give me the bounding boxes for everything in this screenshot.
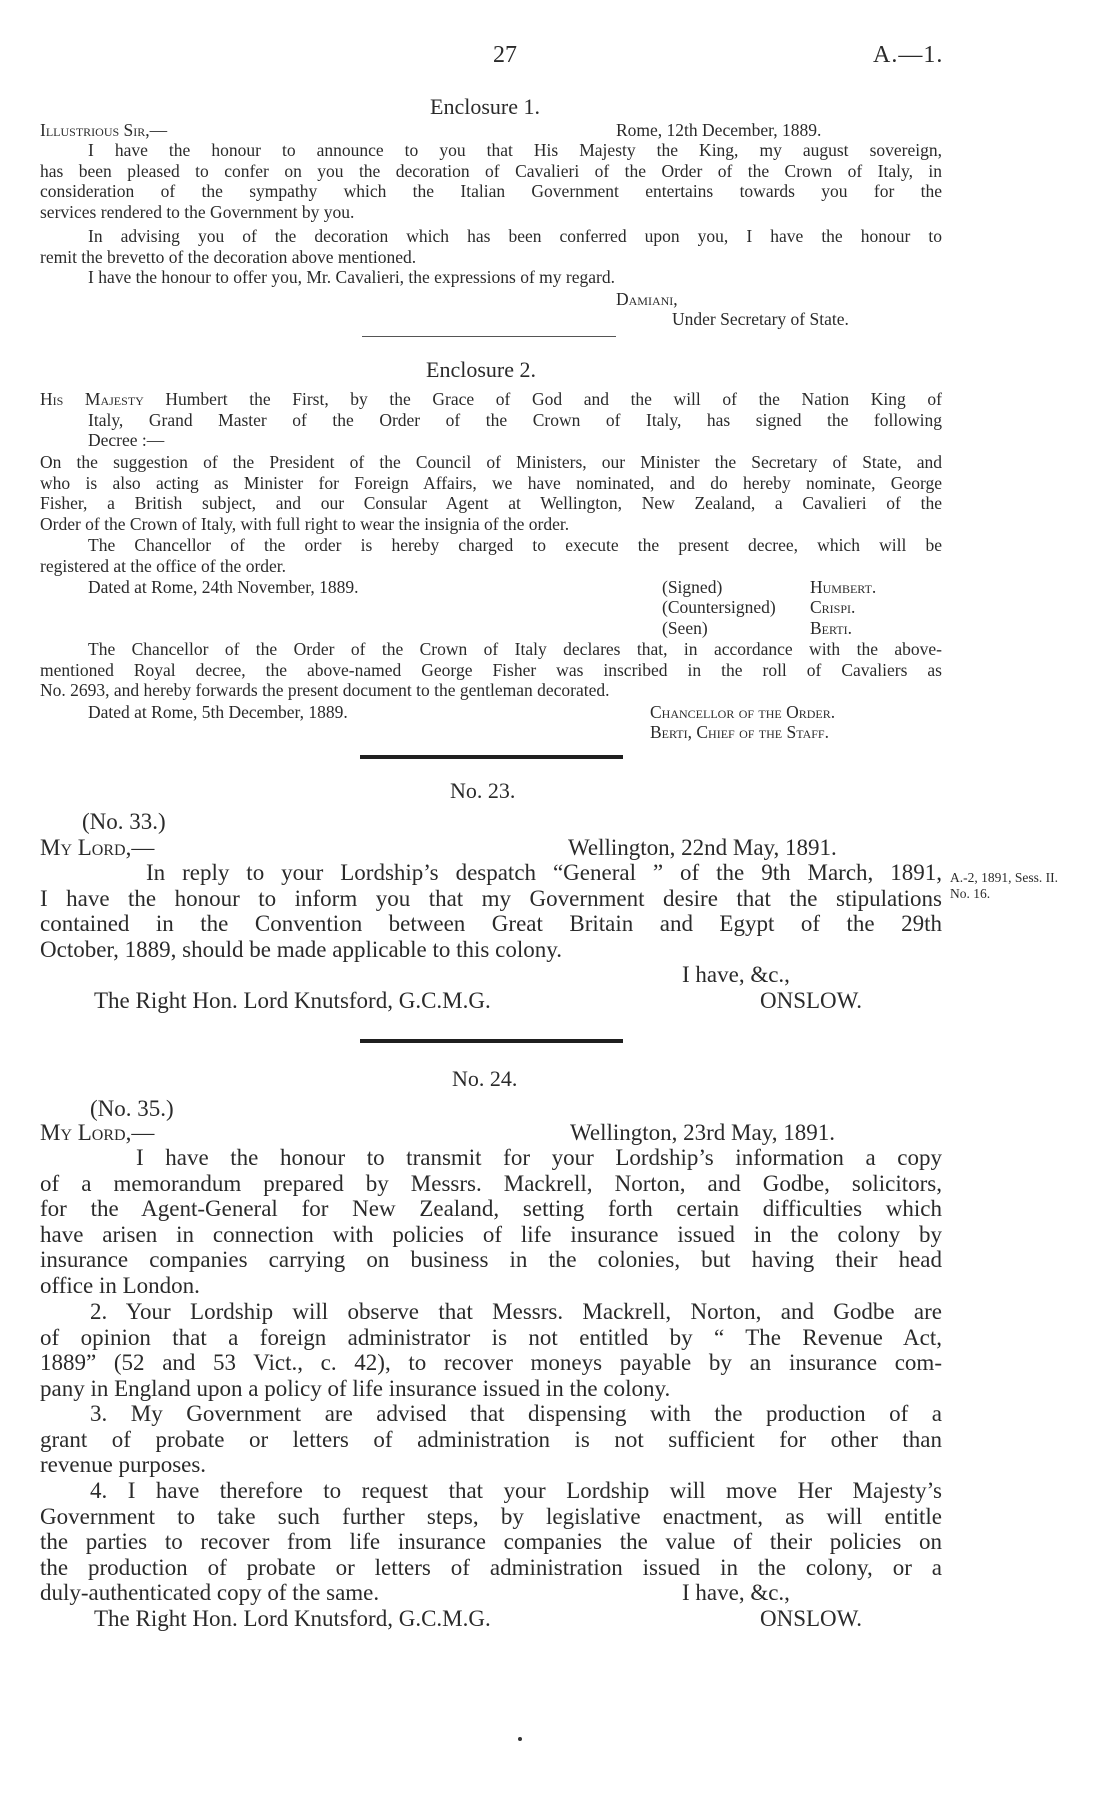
text-line: the production of probate or letters of administration issued in the colony, or a [40, 1554, 942, 1580]
text-line: In reply to your Lordship’s despatch “General ” of the 9th March, 1891, [146, 860, 942, 885]
chief-of-staff-name: Berti, Chief of the Staff. [650, 722, 829, 742]
text-line: of a memorandum prepared by Messrs. Mackrell, Norton, and Godbe, solicitors, [40, 1170, 942, 1196]
section-divider-heavy [360, 1039, 623, 1043]
enclosure-2-dated-2: Dated at Rome, 5th December, 1889. [88, 702, 348, 722]
text-line: remit the brevetto of the decoration above mentioned. [40, 246, 417, 267]
enclosure-1-paragraph-3: I have the honour to offer you, Mr. Cavalieri, the expressions of my regard. [88, 267, 615, 287]
enclosure-2-decree [40, 452, 942, 534]
margin-note-line: No. 16. [950, 886, 991, 901]
text-line: Italy, Grand Master of the Order of the Crown of Italy, has signed the following [88, 409, 942, 430]
text-line-rest: Humbert the First, by the Grace of God and the will of the Nation King of [165, 389, 942, 409]
text-line: Fisher, a British subject, and our Consular Agent at Wellington, New Zealand, a Cavalieri of the [40, 493, 942, 514]
enclosure-1-salutation: Illustrious Sir,— [40, 120, 168, 140]
text-line: have arisen in connection with policies of life insurance issued in the colony by [40, 1221, 942, 1247]
chief-of-staff-signature [650, 722, 829, 743]
text-line: registered at the office of the order. [40, 555, 287, 576]
signature-name: Berti. [810, 618, 852, 638]
text-line: the parties to recover from life insurance companies the value of their policies on [40, 1529, 942, 1555]
text-line: Order of the Crown of Italy, with full right to wear the insignia of the order. [40, 513, 570, 534]
text-line: I have the honour to transmit for your Lordship’s information a copy [136, 1145, 942, 1170]
letter-23-closing: I have, &c., [682, 962, 790, 987]
text-line: I have the honour to announce to you that His Majesty the King, my august sovereign, [88, 140, 942, 160]
letter-24-addressee: The Right Hon. Lord Knutsford, G.C.M.G. [94, 1606, 491, 1631]
enclosure-1-signature-name: Damiani, [616, 289, 678, 309]
text-line: insurance companies carrying on business in the colonies, but having their head [40, 1247, 942, 1273]
letter-24-paragraph-4 [40, 1478, 942, 1606]
text-line: Government to take such further steps, by legislative enactment, as will entitle [40, 1503, 942, 1529]
letter-24-reference: (No. 35.) [90, 1096, 174, 1121]
letter-23-body [40, 860, 942, 962]
letter-24-heading: No. 24. [452, 1066, 518, 1091]
letter-24-place-date: Wellington, 23rd May, 1891. [570, 1120, 835, 1145]
enclosure-1-paragraph-1 [40, 140, 942, 222]
text-line: revenue purposes. [40, 1452, 207, 1478]
his-majesty-lead: His Majesty [40, 389, 144, 409]
text-line: office in London. [40, 1272, 200, 1298]
text-line: On the suggestion of the President of the Council of Ministers, our Minister the Secretary of State, and [40, 452, 942, 472]
text-line: 3. My Government are advised that dispensing with the production of a [90, 1401, 942, 1426]
document-reference: A.—1. [873, 42, 944, 68]
text-line: pany in England upon a policy of life insurance issued in the colony. [40, 1375, 671, 1401]
text-line: 1889” (52 and 53 Vict., c. 42), to recover moneys payable by an insurance com- [40, 1350, 942, 1376]
text-line: Decree :— [88, 430, 165, 451]
enclosure-1-title: Enclosure 1. [430, 94, 540, 119]
text-line: for the Agent-General for New Zealand, setting forth certain difficulties which [40, 1196, 942, 1222]
margin-note-line: A.-2, 1891, Sess. II. [950, 870, 1058, 885]
text-line: consideration of the sympathy which the Italian Government entertains towards you for the [40, 181, 942, 202]
enclosure-2-declaration [40, 639, 942, 701]
letter-23-addressee: The Right Hon. Lord Knutsford, G.C.M.G. [94, 988, 491, 1013]
enclosure-1-paragraph-2 [40, 226, 942, 267]
text-line: services rendered to the Government by you. [40, 201, 355, 222]
text-line: 4. I have therefore to request that your Lordship will move Her Majesty’s [90, 1478, 942, 1503]
text-line: contained in the Convention between Great Britain and Egypt of the 29th [40, 911, 942, 937]
enclosure-2-dated: Dated at Rome, 24th November, 1889. [88, 577, 359, 597]
text-line: duly-authenticated copy of the same. [40, 1580, 380, 1606]
letter-23-salutation: My Lord,— [40, 835, 155, 860]
signature-name: Crispi. [810, 597, 856, 617]
chancellor-signature: Chancellor of the Order. [650, 702, 836, 722]
enclosure-2-chancellor-charge [40, 535, 942, 576]
letter-24-salutation: My Lord,— [40, 1120, 155, 1145]
signature-name: Humbert. [810, 577, 877, 597]
letter-23-reference: (No. 33.) [82, 809, 166, 834]
text-line: The Chancellor of the order is hereby charged to execute the present decree, which will be [88, 535, 942, 555]
letter-24-closing: I have, &c., [682, 1580, 790, 1605]
text-line: who is also acting as Minister for Foreign Affairs, we have nominated, and do hereby nominate, George [40, 472, 942, 493]
enclosure-1-signature-title: Under Secretary of State. [672, 309, 849, 329]
letter-23-heading: No. 23. [450, 778, 516, 803]
letter-24-paragraph-1 [40, 1145, 942, 1299]
text-line: No. 2693, and hereby forwards the present document to the gentleman decorated. [40, 680, 610, 701]
enclosure-2-intro [40, 389, 942, 451]
letter-24-signature: ONSLOW. [760, 1606, 863, 1631]
text-line: In advising you of the decoration which has been conferred upon you, I have the honour to [88, 226, 942, 246]
text-line: mentioned Royal decree, the above-named George Fisher was inscribed in the roll of Cavaliers as [40, 659, 942, 680]
text-line: The Chancellor of the Order of the Crown of Italy declares that, in accordance with the above- [88, 639, 942, 659]
text-line: I have the honour to inform you that my Government desire that the stipulations [40, 885, 942, 911]
page-speck [518, 1737, 522, 1741]
letter-24-paragraph-2 [40, 1299, 942, 1401]
text-line: of opinion that a foreign administrator is not entitled by “ The Revenue Act, [40, 1324, 942, 1350]
letter-23-place-date: Wellington, 22nd May, 1891. [568, 835, 837, 860]
text-line: October, 1889, should be made applicable to this colony. [40, 936, 562, 962]
text-line: 2. Your Lordship will observe that Messrs. Mackrell, Norton, and Godbe are [90, 1299, 942, 1324]
letter-24-paragraph-3 [40, 1401, 942, 1478]
page-number: 27 [493, 42, 517, 68]
signature-role: (Seen) [662, 618, 708, 638]
text-line: grant of probate or letters of administration is not sufficient for other than [40, 1426, 942, 1452]
section-divider [362, 336, 616, 337]
text-line [40, 389, 942, 410]
section-divider-heavy [360, 755, 623, 759]
margin-note-reference [950, 870, 1058, 902]
enclosure-2-title: Enclosure 2. [426, 357, 536, 382]
enclosure-1-place-date: Rome, 12th December, 1889. [616, 120, 822, 140]
signature-role: (Signed) [662, 577, 723, 597]
text-line: has been pleased to confer on you the decoration of Cavalieri of the Order of the Crown of Italy, in [40, 160, 942, 181]
signature-role: (Countersigned) [662, 597, 776, 617]
letter-23-signature: ONSLOW. [760, 988, 863, 1013]
